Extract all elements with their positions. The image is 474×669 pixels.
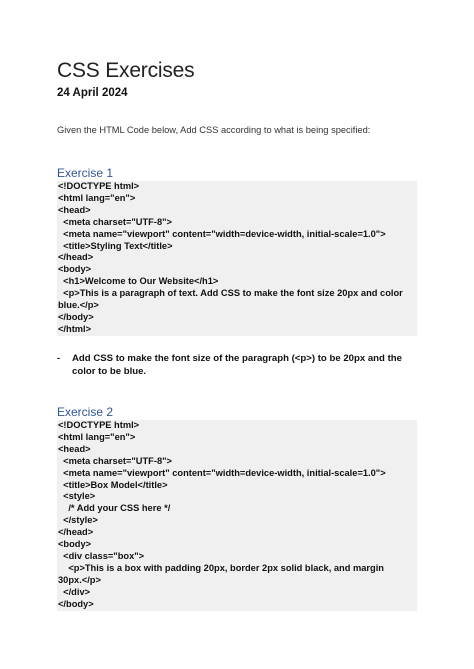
document-date: 24 April 2024 bbox=[57, 87, 128, 99]
code-line: </style> bbox=[58, 515, 98, 526]
code-line: <head> bbox=[58, 443, 91, 454]
code-line: <html lang="en"> bbox=[58, 431, 136, 442]
code-line: <meta name="viewport" content="width=device-width, initial-scale=1.0"> bbox=[58, 228, 386, 239]
code-line: </head> bbox=[58, 252, 94, 263]
code-line: <div class="box"> bbox=[58, 550, 145, 561]
code-line: /* Add your CSS here */ bbox=[58, 503, 171, 514]
code-line: </body> bbox=[58, 598, 94, 609]
code-line: <h1>Welcome to Our Website</h1> bbox=[58, 276, 219, 287]
document-title: CSS Exercises bbox=[57, 59, 195, 82]
code-line: blue.</p> bbox=[58, 300, 99, 311]
code-line: </head> bbox=[58, 527, 94, 538]
code-line: <!DOCTYPE html> bbox=[58, 420, 140, 430]
code-line: <p>This is a paragraph of text. Add CSS to make the font size 20px and color bbox=[58, 288, 403, 299]
task-text: Add CSS to make the font size of the paragraph (<p>) to be 20px and the color to be blue. bbox=[72, 353, 402, 377]
code-line: <meta charset="UTF-8"> bbox=[58, 455, 172, 466]
code-line: <style> bbox=[58, 491, 96, 502]
code-line: <p>This is a box with padding 20px, border 2px solid black, and margin bbox=[58, 562, 384, 573]
code-line: </div> bbox=[58, 586, 91, 597]
code-line: <meta charset="UTF-8"> bbox=[58, 216, 172, 227]
exercise-1-code-block bbox=[57, 181, 417, 336]
code-line: </html> bbox=[58, 323, 92, 334]
exercise-1-heading: Exercise 1 bbox=[57, 166, 114, 180]
code-line: <body> bbox=[58, 539, 92, 550]
code-line: </body> bbox=[58, 311, 94, 322]
code-line: <html lang="en"> bbox=[58, 192, 136, 203]
code-line: <body> bbox=[58, 264, 92, 275]
exercise-2-code-block bbox=[57, 420, 417, 611]
code-line: <title>Box Model</title> bbox=[58, 479, 168, 490]
intro-text: Given the HTML Code below, Add CSS according to what is being specified: bbox=[57, 125, 371, 135]
code-line: <!DOCTYPE html> bbox=[58, 181, 140, 191]
exercise-2-heading: Exercise 2 bbox=[57, 405, 114, 419]
code-line: <meta name="viewport" content="width=device-width, initial-scale=1.0"> bbox=[58, 467, 386, 478]
exercise-1-task bbox=[57, 352, 417, 378]
task-bullet: - bbox=[57, 353, 61, 364]
code-line: <head> bbox=[58, 204, 91, 215]
code-line: 30px.</p> bbox=[58, 574, 101, 585]
code-line: <title>Styling Text</title> bbox=[58, 240, 173, 251]
